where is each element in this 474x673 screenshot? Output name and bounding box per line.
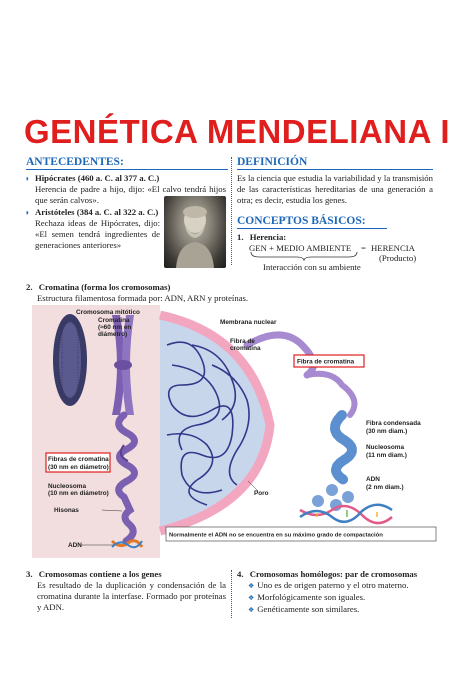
- cromosomas-section: [26, 569, 226, 613]
- definicion-text: Es la ciencia que estudia la variabilidad y la transmisión de las características hereditarias de una generación a otra; es decir, estudia los genes.: [237, 173, 433, 205]
- aristoteles-text: Rechaza ideas de Hipócrates, dijo: «El semen tendrá ingredientes de generaciones anteriores»: [35, 218, 160, 250]
- page-title: GENÉTICA MENDELIANA I: [23, 113, 451, 150]
- list-item: [248, 592, 437, 604]
- label-cromosoma-mitotico: Cromosoma mitótico: [76, 309, 140, 316]
- conceptos-rule: [237, 228, 387, 229]
- label-adn-r1: ADN: [366, 476, 380, 483]
- item-number: 3.: [26, 569, 33, 579]
- bullet-icon: ◗: [25, 174, 30, 183]
- herencia-label: Herencia:: [249, 232, 287, 242]
- label-nucleosoma-2: (10 nm en diámetro): [48, 490, 109, 497]
- label-condensada-2: (30 nm diam.): [366, 428, 408, 435]
- definicion-heading: DEFINICIÓN: [237, 156, 308, 168]
- list-item: [248, 580, 437, 592]
- chromosome-micrograph-icon: [53, 314, 87, 406]
- diamond-bullet-icon: ❖: [248, 606, 255, 614]
- item-number: 4.: [237, 569, 244, 579]
- label-histonas: Hisonas: [54, 507, 79, 514]
- label-nucleosoma-1: Nucleosoma: [48, 483, 87, 490]
- label-adn-left: ADN: [68, 542, 82, 549]
- list-item: [26, 207, 160, 251]
- homologos-item-2: Morfológicamente son iguales.: [257, 592, 366, 602]
- definicion-section: [237, 156, 433, 273]
- cromosomas-text: Es resultado de la duplicación y condensación de la cromatina durante la interfase. Formado por proteínas y ADN.: [37, 580, 226, 612]
- antecedentes-rule: [26, 169, 228, 170]
- label-cromatina-3: diámetro): [98, 331, 128, 338]
- herencia-item: [237, 232, 433, 243]
- formula-right: HERENCIA: [371, 243, 415, 253]
- column-divider: [231, 157, 232, 265]
- formula-note: Interacción con su ambiente: [263, 262, 361, 272]
- cromosomas-heading: Cromosomas contiene a los genes: [38, 569, 162, 579]
- column-divider: [231, 570, 232, 618]
- formula-left: GEN + MEDIO AMBIENTE: [249, 243, 352, 253]
- cromatina-heading: Cromatina (forma los cromosomas): [38, 282, 171, 292]
- homologos-item-1: Uno es de origen paterno y el otro materno.: [257, 580, 409, 590]
- homologos-section: [237, 569, 437, 616]
- aristotle-portrait: [164, 196, 226, 268]
- label-condensada-1: Fibra condensada: [366, 420, 421, 427]
- label-nucleosoma-r1: Nucleosoma: [366, 444, 405, 451]
- label-fibras-1: Fibras de cromatina: [48, 456, 109, 463]
- conceptos-heading: CONCEPTOS BÁSICOS:: [237, 215, 366, 227]
- item-number: 2.: [26, 282, 33, 292]
- diamond-bullet-icon: ❖: [248, 582, 255, 590]
- bullet-icon: ◗: [25, 208, 30, 217]
- homologos-heading: Cromosomas homólogos: par de cromosomas: [249, 569, 418, 579]
- formula-equals: =: [361, 243, 366, 253]
- homologos-item-3: Genéticamente son similares.: [257, 604, 360, 614]
- diamond-bullet-icon: ❖: [248, 594, 255, 602]
- definicion-rule: [237, 169, 433, 170]
- label-poro: Poro: [254, 490, 269, 497]
- label-fibras-2: (30 nm en diámetro): [48, 464, 109, 471]
- label-fibra-1: Fibra de: [230, 338, 255, 345]
- formula-bracket: [249, 251, 359, 261]
- aristoteles-name: Aristóteles (384 a. C. al 322 a. C.): [35, 207, 159, 217]
- label-fibra-box: Fibra de cromatina: [297, 358, 355, 366]
- label-membrana: Membrana nuclear: [220, 319, 277, 326]
- list-item: [248, 604, 437, 616]
- left-panel-bg: [32, 305, 160, 558]
- figure-caption: Normalmente el ADN no se encuentra en su máximo grado de compactación: [169, 532, 383, 539]
- label-fibra-2: cromatina: [230, 345, 261, 352]
- chromatin-figure: [32, 305, 440, 558]
- cromatina-text: Estructura filamentosa formada por: ADN, ARN y proteínas.: [37, 293, 249, 303]
- cromatina-section: [26, 282, 446, 304]
- formula-product: (Producto): [379, 253, 417, 263]
- item-number: 1.: [237, 232, 244, 242]
- label-nucleosoma-r2: (11 nm diam.): [366, 452, 407, 459]
- hipocrates-name: Hipócrates (460 a. C. al 377 a. C.): [35, 173, 160, 183]
- label-cromatina-1: Cromatina: [98, 317, 130, 324]
- label-adn-r2: (2 nm diam.): [366, 484, 404, 491]
- label-cromatina-2: (≈60 nm en: [98, 324, 132, 331]
- herencia-formula: [249, 243, 433, 273]
- hipocrates-text: Herencia de padre a hijo, dijo: «El calvo tendrá hijos que serán calvos».: [35, 184, 226, 205]
- antecedentes-heading: ANTECEDENTES:: [26, 156, 124, 168]
